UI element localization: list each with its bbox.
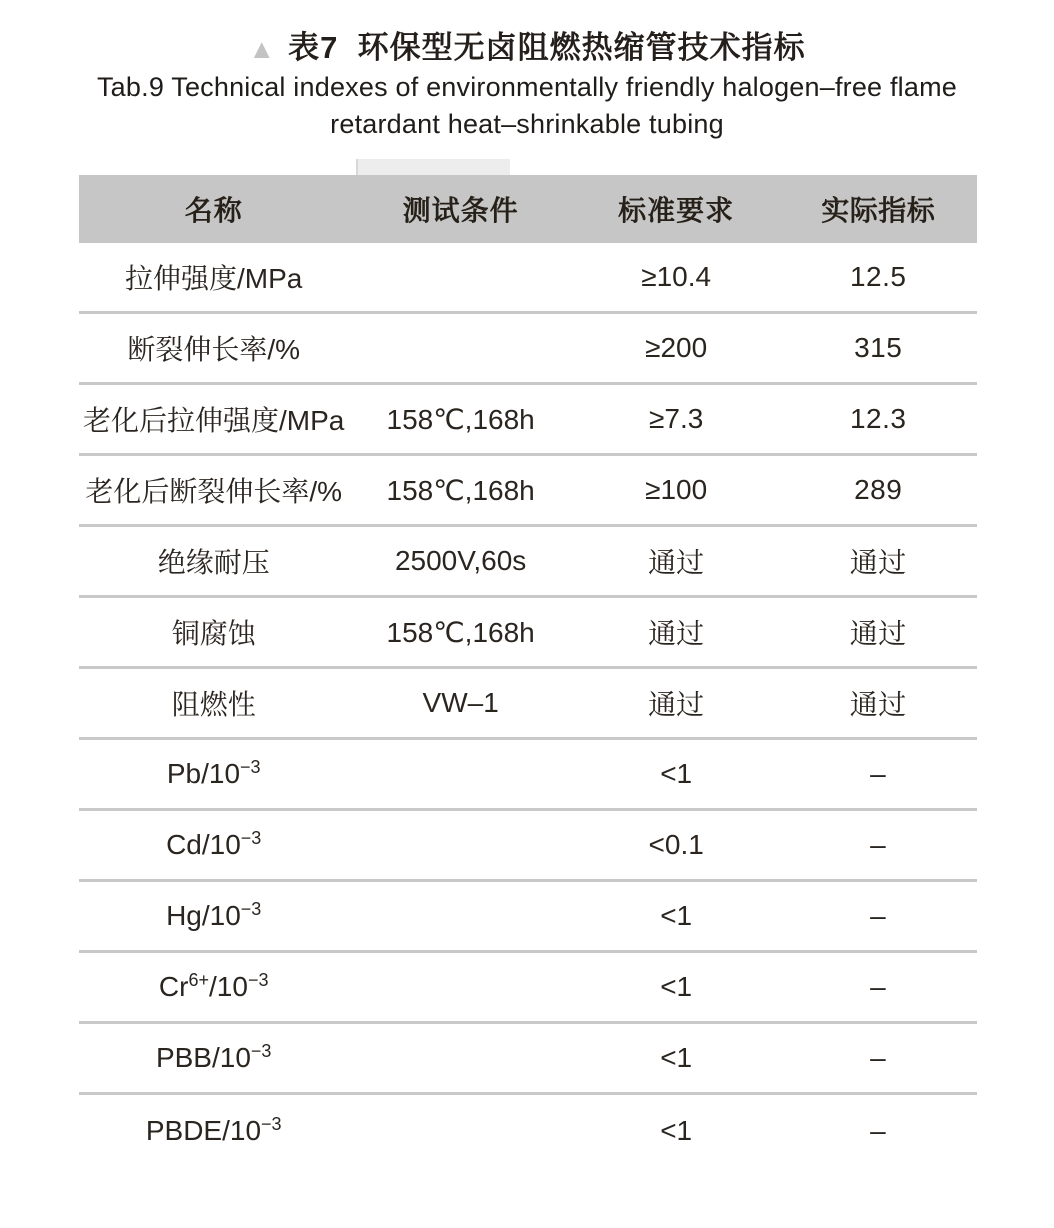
superscript: −3 bbox=[261, 1113, 282, 1134]
table-row bbox=[79, 456, 977, 527]
cell-actual-index: – bbox=[870, 971, 887, 1002]
header-test-condition: 测试条件 bbox=[402, 195, 519, 226]
cell-name bbox=[79, 328, 348, 368]
table-row bbox=[79, 811, 977, 882]
superscript: −3 bbox=[240, 899, 262, 919]
table-row bbox=[79, 953, 977, 1024]
cell-actual-index: 12.5 bbox=[849, 261, 907, 292]
cell-actual-index: 通过 bbox=[849, 547, 907, 578]
cell-standard-requirement: ≥10.4 bbox=[641, 261, 712, 292]
cell-actual-index: 315 bbox=[854, 332, 903, 363]
cell-name bbox=[79, 829, 348, 861]
name-text: 老化后拉伸强度/MPa bbox=[83, 405, 345, 436]
table-row bbox=[79, 740, 977, 811]
table-row bbox=[79, 1095, 977, 1166]
cell-standard-requirement: ≥100 bbox=[645, 474, 708, 505]
table-row bbox=[79, 314, 977, 385]
cell-name bbox=[79, 758, 348, 790]
cell-standard-requirement: <1 bbox=[660, 971, 693, 1002]
superscript: −3 bbox=[240, 757, 261, 777]
cell-standard-requirement: <1 bbox=[660, 1042, 693, 1073]
triangle-marker-icon: ▲ bbox=[248, 34, 276, 64]
cell-name bbox=[79, 1115, 348, 1147]
table-title-text: 表7 环保型无卤阻燃热缩管技术指标 bbox=[288, 30, 806, 65]
cell-name bbox=[79, 612, 348, 652]
name-text: Hg/10 bbox=[166, 900, 241, 931]
cell-name bbox=[79, 257, 348, 297]
superscript: 6+ bbox=[188, 970, 209, 990]
header-standard-requirement: 标准要求 bbox=[618, 195, 735, 226]
header-actual-index: 实际指标 bbox=[821, 195, 936, 226]
cell-actual-index: 289 bbox=[854, 474, 903, 505]
cell-test-condition: 158℃,168h bbox=[386, 616, 535, 648]
name-text: 老化后断裂伸长率/% bbox=[85, 476, 343, 507]
name-text: 断裂伸长率/% bbox=[127, 334, 301, 365]
table-row bbox=[79, 669, 977, 740]
table-row bbox=[79, 882, 977, 953]
name-text: PBB/10 bbox=[155, 1042, 251, 1073]
name-text: 拉伸强度/MPa bbox=[125, 263, 303, 294]
cell-actual-index: – bbox=[870, 758, 887, 789]
cell-actual-index: – bbox=[870, 1042, 887, 1073]
table-caption-en bbox=[0, 69, 1054, 143]
cell-name bbox=[79, 470, 348, 510]
cell-name bbox=[79, 683, 348, 723]
table-header-row bbox=[79, 175, 977, 243]
cell-standard-requirement: ≥200 bbox=[645, 332, 708, 363]
cell-test-condition: 158℃,168h bbox=[386, 474, 535, 506]
scan-artifact bbox=[356, 159, 510, 175]
name-text: Cr bbox=[158, 971, 189, 1002]
name-text: /10 bbox=[209, 971, 248, 1002]
table-row bbox=[79, 243, 977, 314]
name-text: Cd/10 bbox=[166, 829, 241, 860]
caption-line-1: Tab.9 Technical indexes of environmentally friendly halogen–free flame bbox=[96, 72, 957, 102]
name-text: Pb/10 bbox=[166, 758, 241, 789]
cell-name bbox=[79, 971, 348, 1003]
name-text: 绝缘耐压 bbox=[157, 547, 270, 578]
cell-actual-index: 12.3 bbox=[849, 403, 907, 434]
cell-actual-index: 通过 bbox=[849, 689, 907, 720]
cell-actual-index: – bbox=[870, 1114, 887, 1146]
table-title-zh bbox=[0, 22, 1054, 67]
cell-name bbox=[79, 399, 348, 439]
cell-actual-index: 通过 bbox=[849, 618, 907, 649]
cell-standard-requirement: ≥7.3 bbox=[649, 403, 704, 434]
table-row bbox=[79, 1024, 977, 1095]
cell-standard-requirement: 通过 bbox=[648, 547, 705, 578]
cell-name bbox=[79, 900, 348, 932]
cell-name bbox=[79, 1042, 348, 1074]
cell-actual-index: – bbox=[870, 829, 887, 860]
cell-standard-requirement: <1 bbox=[660, 758, 693, 789]
name-text: 阻燃性 bbox=[171, 689, 256, 720]
cell-standard-requirement: 通过 bbox=[648, 689, 705, 720]
cell-test-condition: 158℃,168h bbox=[386, 403, 535, 435]
table-row bbox=[79, 527, 977, 598]
table-row bbox=[79, 385, 977, 456]
cell-standard-requirement: <1 bbox=[660, 1114, 693, 1146]
cell-standard-requirement: 通过 bbox=[648, 618, 705, 649]
cell-standard-requirement: <0.1 bbox=[648, 829, 704, 860]
cell-test-condition: VW–1 bbox=[422, 687, 499, 718]
cell-actual-index: – bbox=[870, 900, 887, 931]
superscript: −3 bbox=[240, 828, 262, 848]
name-text: PBDE/10 bbox=[145, 1114, 262, 1146]
caption-line-2: retardant heat–shrinkable tubing bbox=[330, 109, 724, 139]
cell-name bbox=[79, 541, 348, 581]
superscript: −3 bbox=[247, 970, 269, 990]
cell-standard-requirement: <1 bbox=[660, 900, 693, 931]
data-table bbox=[79, 175, 977, 1166]
superscript: −3 bbox=[250, 1041, 272, 1061]
cell-test-condition: 2500V,60s bbox=[394, 545, 527, 576]
table-body bbox=[79, 243, 977, 1166]
header-name: 名称 bbox=[184, 195, 243, 226]
name-text: 铜腐蚀 bbox=[171, 618, 256, 649]
table-row bbox=[79, 598, 977, 669]
